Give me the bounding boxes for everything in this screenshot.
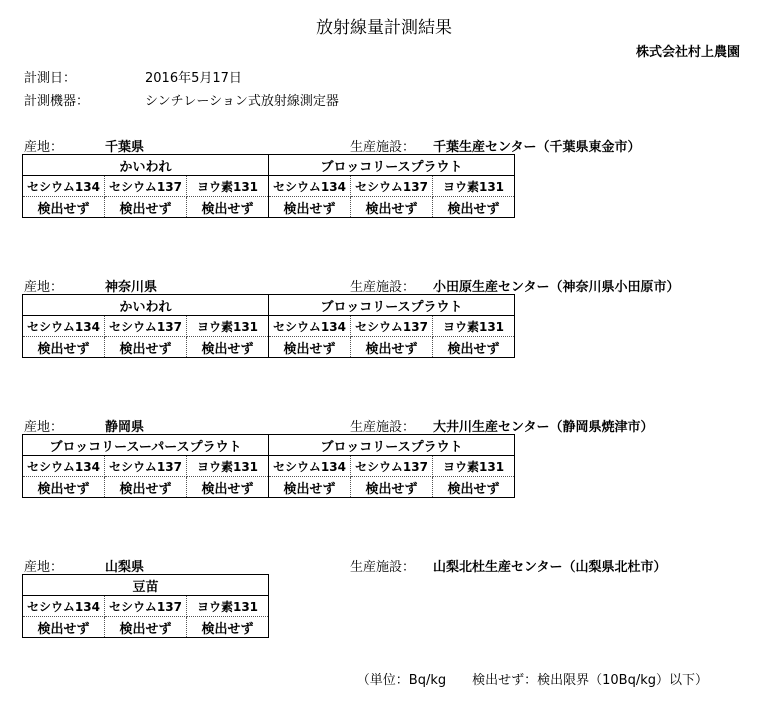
isotope-header: ヨウ素131	[187, 176, 269, 197]
result-cell: 検出せず	[105, 617, 187, 638]
isotope-header: セシウム134	[23, 456, 105, 477]
isotope-header: セシウム134	[269, 316, 351, 337]
isotope-header: セシウム134	[269, 176, 351, 197]
isotope-header: セシウム137	[105, 176, 187, 197]
isotope-header: セシウム137	[105, 316, 187, 337]
result-cell: 検出せず	[187, 617, 269, 638]
result-cell: 検出せず	[105, 197, 187, 218]
results-table	[22, 574, 269, 638]
device-value: シンチレーション式放射線測定器	[145, 94, 339, 109]
isotope-header: セシウム134	[269, 456, 351, 477]
isotope-header: セシウム134	[23, 596, 105, 617]
result-cell: 検出せず	[23, 337, 105, 358]
isotope-header: セシウム137	[105, 596, 187, 617]
facility-label: 生産施設：	[350, 420, 416, 435]
result-cell: 検出せず	[187, 197, 269, 218]
results-table	[22, 434, 515, 498]
isotope-header: ヨウ素131	[433, 316, 515, 337]
facility-value: 山梨北杜生産センター（山梨県北杜市）	[433, 560, 667, 575]
result-cell: 検出せず	[269, 477, 351, 498]
origin-label: 産地：	[24, 280, 64, 295]
footnote: （単位：Bq/kg 検出せず：検出限界（10Bq/kg）以下）	[356, 673, 708, 688]
product-header: ブロッコリースプラウト	[269, 295, 515, 316]
facility-label: 生産施設：	[350, 280, 416, 295]
result-cell: 検出せず	[351, 477, 433, 498]
isotope-header: ヨウ素131	[433, 176, 515, 197]
result-cell: 検出せず	[433, 197, 515, 218]
result-cell: 検出せず	[23, 197, 105, 218]
page-title: 放射線量計測結果	[316, 18, 452, 38]
result-cell: 検出せず	[269, 197, 351, 218]
product-header: ブロッコリースプラウト	[269, 155, 515, 176]
result-cell: 検出せず	[433, 477, 515, 498]
result-cell: 検出せず	[187, 477, 269, 498]
isotope-header: セシウム137	[351, 316, 433, 337]
results-table	[22, 154, 515, 218]
isotope-header: ヨウ素131	[433, 456, 515, 477]
result-cell: 検出せず	[23, 617, 105, 638]
result-cell: 検出せず	[351, 337, 433, 358]
product-header: かいわれ	[23, 155, 269, 176]
origin-label: 産地：	[24, 140, 64, 155]
isotope-header: セシウム137	[351, 176, 433, 197]
facility-value: 小田原生産センター（神奈川県小田原市）	[433, 280, 680, 295]
facility-value: 大井川生産センター（静岡県焼津市）	[433, 420, 654, 435]
product-header: ブロッコリースーパースプラウト	[23, 435, 269, 456]
date-value: 2016年5月17日	[145, 71, 242, 86]
result-cell: 検出せず	[105, 337, 187, 358]
isotope-header: セシウム137	[351, 456, 433, 477]
origin-value: 神奈川県	[105, 280, 158, 295]
origin-label: 産地：	[24, 420, 64, 435]
company-name: 株式会社村上農園	[635, 45, 740, 60]
result-cell: 検出せず	[351, 197, 433, 218]
product-header: 豆苗	[23, 575, 269, 596]
origin-value: 千葉県	[105, 140, 145, 155]
product-header: ブロッコリースプラウト	[269, 435, 515, 456]
product-header: かいわれ	[23, 295, 269, 316]
facility-label: 生産施設：	[350, 140, 416, 155]
origin-value: 静岡県	[105, 420, 145, 435]
date-label: 計測日：	[24, 71, 77, 86]
device-label: 計測機器：	[24, 94, 90, 109]
isotope-header: ヨウ素131	[187, 316, 269, 337]
isotope-header: セシウム134	[23, 316, 105, 337]
isotope-header: セシウム134	[23, 176, 105, 197]
result-cell: 検出せず	[187, 337, 269, 358]
facility-label: 生産施設：	[350, 560, 416, 575]
origin-value: 山梨県	[105, 560, 145, 575]
results-table	[22, 294, 515, 358]
isotope-header: ヨウ素131	[187, 456, 269, 477]
origin-label: 産地：	[24, 560, 64, 575]
isotope-header: ヨウ素131	[187, 596, 269, 617]
result-cell: 検出せず	[23, 477, 105, 498]
facility-value: 千葉生産センター（千葉県東金市）	[433, 140, 641, 155]
isotope-header: セシウム137	[105, 456, 187, 477]
result-cell: 検出せず	[105, 477, 187, 498]
result-cell: 検出せず	[269, 337, 351, 358]
result-cell: 検出せず	[433, 337, 515, 358]
